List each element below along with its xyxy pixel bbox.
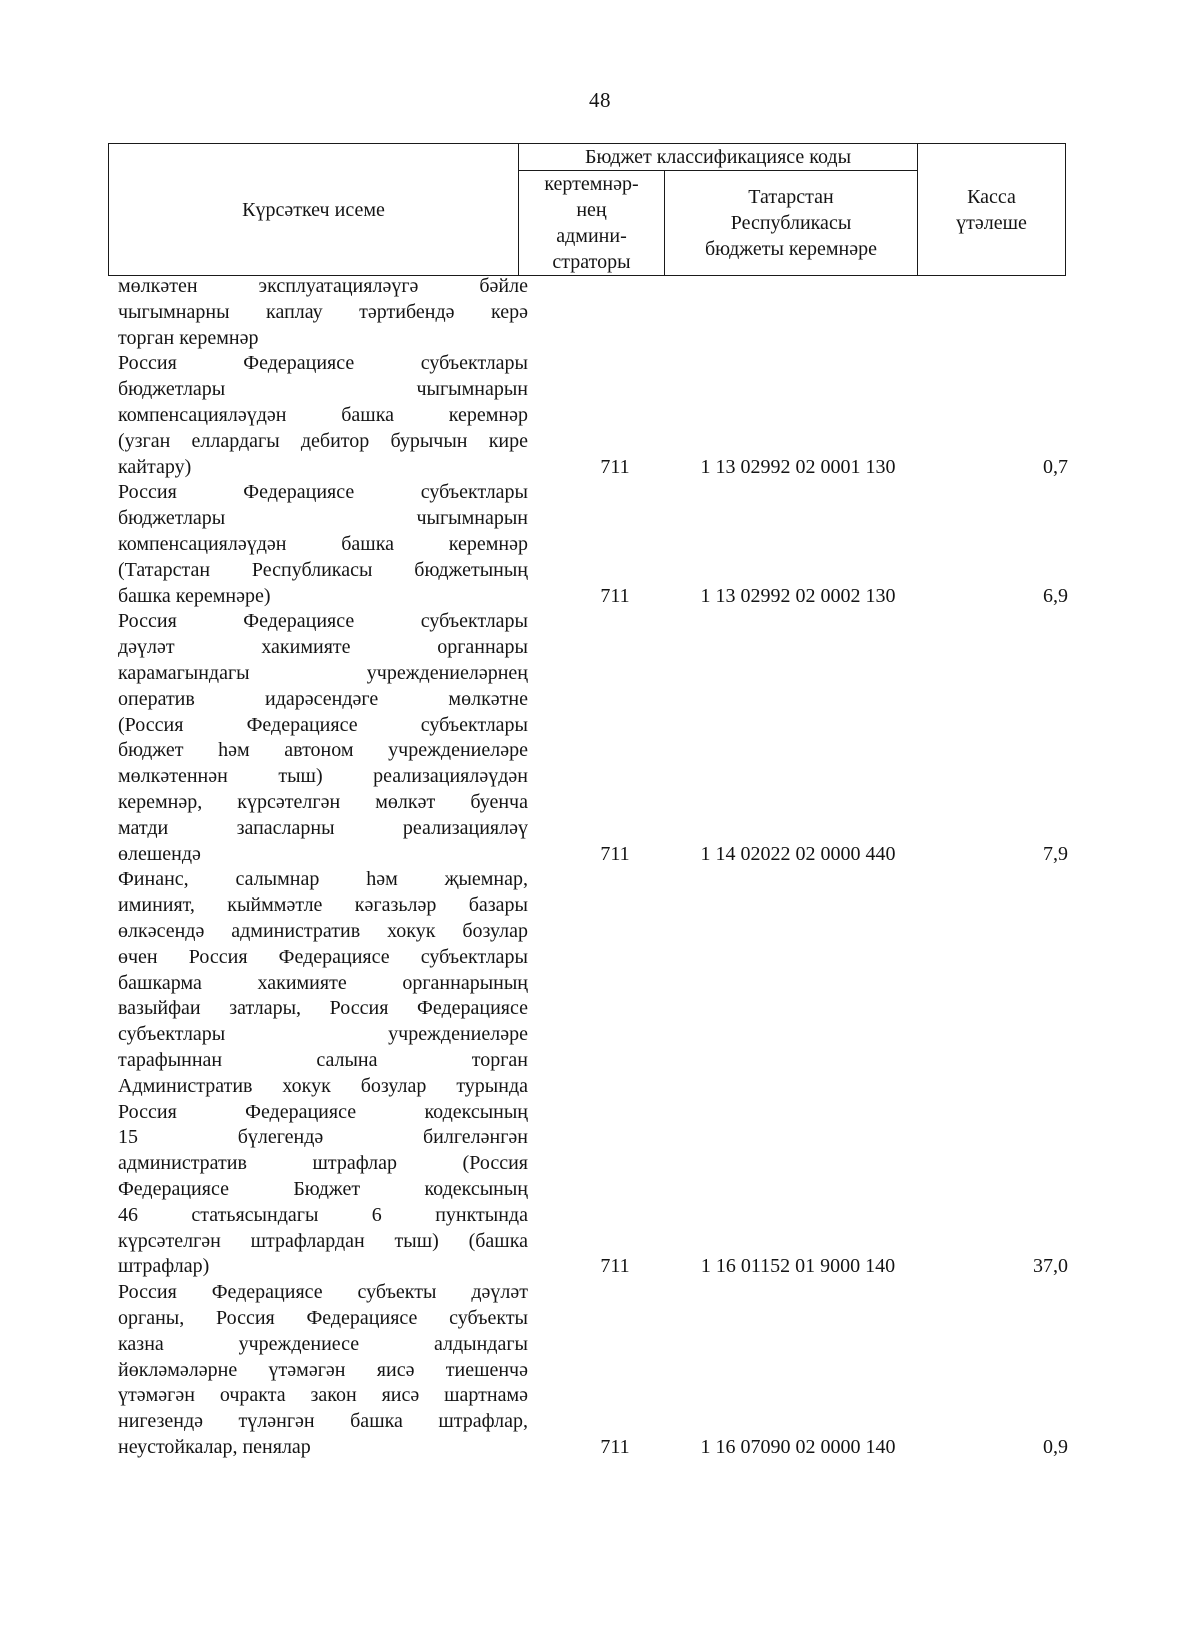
description-line: Россия Федерациясе субъектлары bbox=[118, 352, 528, 375]
description-line: Федерациясе Бюджет кодексының bbox=[118, 1177, 528, 1200]
cash-amount: 6,9 bbox=[1043, 584, 1068, 607]
description-line: өлкәсендә административ хокук бозулар bbox=[118, 919, 528, 942]
description-line: өлешендә bbox=[118, 842, 201, 865]
table-row bbox=[0, 480, 1200, 609]
description-line: бюджетлары чыгымнарын bbox=[118, 378, 528, 401]
description-line: йөкләмәләрне үтәмәгән яисә тиешенчә bbox=[118, 1358, 528, 1381]
description-line: административ штрафлар (Россия bbox=[118, 1152, 528, 1175]
description-line: торган керемнәр bbox=[118, 326, 259, 349]
cash-amount: 0,7 bbox=[1043, 455, 1068, 478]
column-header-republic-budget-revenues bbox=[665, 171, 918, 276]
description-line: неустойкалар, пенялар bbox=[118, 1435, 311, 1458]
description-line: Россия Федерациясе субъектлары bbox=[118, 481, 528, 504]
revenue-code: 1 14 02022 02 0000 440 bbox=[700, 842, 896, 865]
column-header-cash-execution bbox=[918, 144, 1066, 276]
row-description bbox=[118, 351, 528, 480]
admin-code: 711 bbox=[600, 1435, 630, 1458]
table-row bbox=[0, 867, 1200, 1280]
header-line: Республикасы bbox=[730, 212, 852, 234]
row-description bbox=[118, 1280, 528, 1461]
table-row bbox=[0, 274, 1200, 351]
admin-code: 711 bbox=[600, 455, 630, 478]
description-line: бюджет һәм автоном учреждениеләре bbox=[118, 739, 528, 762]
column-header-revenue-administrators bbox=[519, 171, 665, 276]
page-number: 48 bbox=[589, 88, 611, 112]
description-line: (Татарстан Республикасы бюджетының bbox=[118, 558, 528, 581]
description-line: тарафыннан салына торган bbox=[118, 1048, 528, 1071]
admin-code: 711 bbox=[600, 584, 630, 607]
description-line: (Россия Федерациясе субъектлары bbox=[118, 713, 528, 736]
description-line: карамагындагы учреждениеләрнең bbox=[118, 661, 528, 684]
description-line: 46 статьясындагы 6 пунктында bbox=[118, 1203, 528, 1226]
description-line: башкарма хакимияте органнарының bbox=[118, 971, 528, 994]
description-line: Финанс, салымнар һәм җыемнар, bbox=[118, 868, 528, 891]
row-description bbox=[118, 867, 528, 1280]
description-line: үтәмәгән очракта закон яисә шартнамә bbox=[118, 1384, 528, 1407]
row-description bbox=[118, 609, 528, 867]
row-description bbox=[118, 480, 528, 609]
description-line: матди запасларны реализацияләү bbox=[118, 816, 528, 839]
description-line: органы, Россия Федерациясе субъекты bbox=[118, 1306, 528, 1329]
description-line: оператив идарәсендәге мөлкәтне bbox=[118, 687, 528, 710]
admin-code: 711 bbox=[600, 842, 630, 865]
description-line: бюджетлары чыгымнарын bbox=[118, 507, 528, 530]
description-line: керемнәр, күрсәтелгән мөлкәт буенча bbox=[118, 790, 528, 813]
table-row bbox=[0, 1280, 1200, 1461]
description-line: Россия Федерациясе субъектлары bbox=[118, 610, 528, 633]
revenue-code: 1 13 02992 02 0002 130 bbox=[700, 584, 896, 607]
table-row bbox=[0, 609, 1200, 867]
description-line: Россия Федерациясе кодексының bbox=[118, 1100, 528, 1123]
description-line: мөлкәтен эксплуатацияләүгә бәйле bbox=[118, 275, 528, 297]
column-header-indicator-name: Күрсәткеч исеме bbox=[109, 144, 519, 276]
description-line: компенсацияләүдән башка керемнәр bbox=[118, 532, 528, 555]
description-line: 15 бүлегендә билгеләнгән bbox=[118, 1126, 528, 1149]
header-line: кертемнәр- bbox=[544, 173, 639, 195]
cash-amount: 0,9 bbox=[1043, 1435, 1068, 1458]
header-line: нең bbox=[576, 199, 607, 221]
description-line: чыгымнарны каплау тәртибендә керә bbox=[118, 300, 528, 323]
description-line: Россия Федерациясе субъекты дәүләт bbox=[118, 1281, 528, 1304]
admin-code: 711 bbox=[600, 1255, 630, 1278]
cash-amount: 37,0 bbox=[1033, 1255, 1068, 1278]
description-line: күрсәтелгән штрафлардан тыш) (башка bbox=[118, 1229, 528, 1252]
cash-amount: 7,9 bbox=[1043, 842, 1068, 865]
column-header-budget-code-group: Бюджет классификациясе коды bbox=[519, 144, 918, 171]
header-line: Татарстан bbox=[748, 186, 834, 208]
description-line: кайтару) bbox=[118, 455, 192, 478]
header-line: Касса bbox=[967, 185, 1016, 208]
row-description bbox=[118, 274, 528, 351]
description-line: мөлкәтеннән тыш) реализацияләүдән bbox=[118, 765, 528, 788]
description-line: дәүләт хакимияте органнары bbox=[118, 636, 528, 659]
description-line: башка керемнәре) bbox=[118, 584, 271, 607]
header-line: админи- bbox=[556, 225, 627, 247]
description-line: вазыйфаи затлары, Россия Федерациясе bbox=[118, 997, 528, 1020]
description-line: компенсацияләүдән башка керемнәр bbox=[118, 403, 528, 426]
revenue-code: 1 16 07090 02 0000 140 bbox=[700, 1435, 896, 1458]
description-line: субъектлары учреждениеләре bbox=[118, 1023, 528, 1046]
table-row bbox=[0, 351, 1200, 480]
header-line: страторы bbox=[552, 251, 631, 273]
description-line: штрафлар) bbox=[118, 1255, 210, 1278]
description-line: Административ хокук бозулар турында bbox=[118, 1074, 528, 1097]
description-line: (узган еллардагы дебитор бурычын кире bbox=[118, 429, 528, 452]
description-line: иминият, кыйммәтле кәгазьләр базары bbox=[118, 894, 528, 917]
revenue-code: 1 16 01152 01 9000 140 bbox=[700, 1255, 896, 1278]
table-header bbox=[108, 143, 1066, 276]
description-line: нигезендә түләнгән башка штрафлар, bbox=[118, 1410, 528, 1433]
header-line: бюджеты керемнәре bbox=[705, 238, 877, 260]
revenue-code: 1 13 02992 02 0001 130 bbox=[700, 455, 896, 478]
header-line: үтәлеше bbox=[956, 211, 1027, 234]
description-line: өчен Россия Федерациясе субъектлары bbox=[118, 945, 528, 968]
description-line: казна учреждениесе алдындагы bbox=[118, 1332, 528, 1355]
